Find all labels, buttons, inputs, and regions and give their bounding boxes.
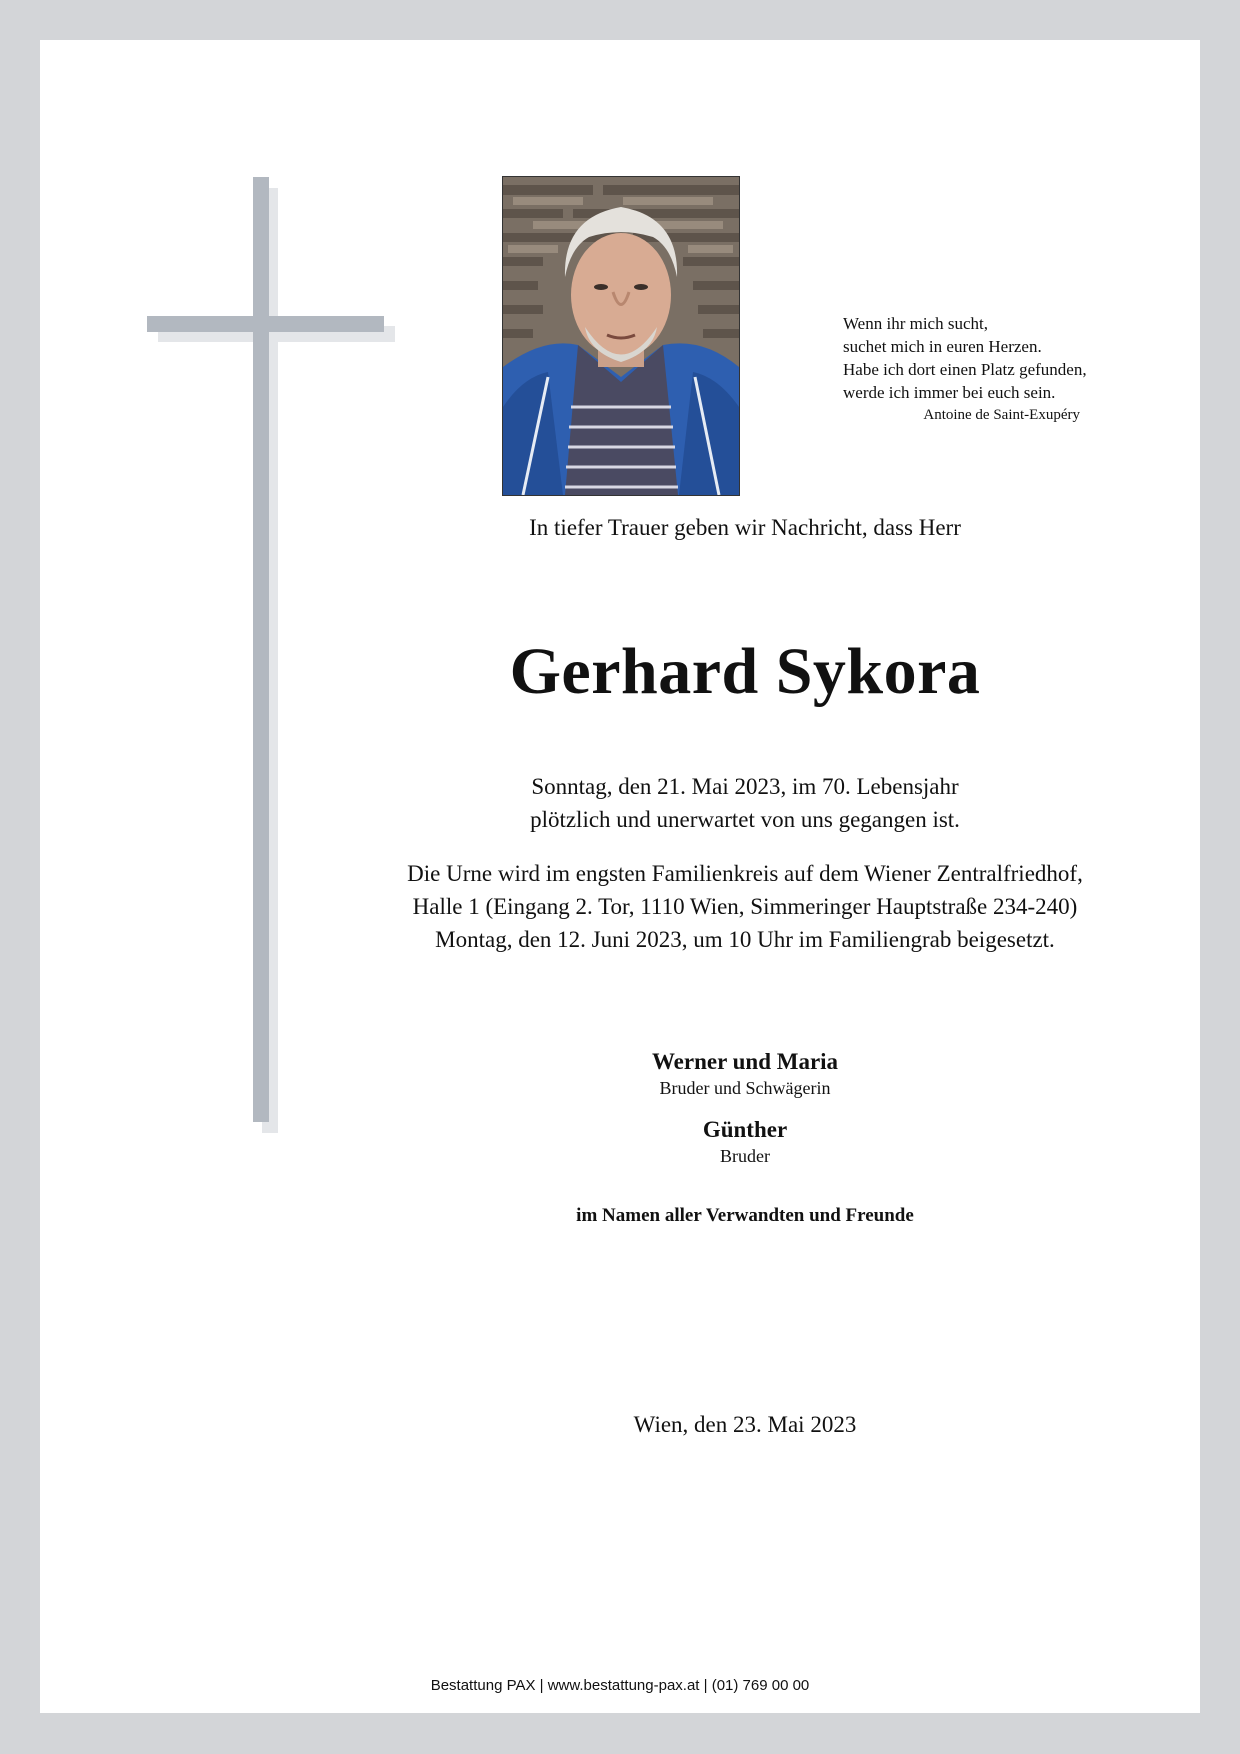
cross-beam	[147, 316, 384, 332]
mourner-group	[280, 1047, 1210, 1099]
quote-author: Antoine de Saint-Exupéry	[923, 407, 1080, 423]
burial-line: Montag, den 12. Juni 2023, um 10 Uhr im Familiengrab beigesetzt.	[435, 927, 1055, 952]
quote-line: suchet mich in euren Herzen.	[843, 337, 1042, 356]
quote-line: Wenn ihr mich sucht,	[843, 314, 988, 333]
intro-text: In tiefer Trauer geben wir Nachricht, dass Herr	[529, 515, 961, 540]
burial-line: Halle 1 (Eingang 2. Tor, 1110 Wien, Simmeringer Hauptstraße 234-240)	[412, 894, 1078, 919]
death-line: plötzlich und unerwartet von uns gegangen ist.	[530, 807, 960, 832]
death-line: Sonntag, den 21. Mai 2023, im 70. Lebensjahr	[531, 774, 959, 799]
quote-line: werde ich immer bei euch sein.	[843, 383, 1056, 402]
closing-text: im Namen aller Verwandten und Freunde	[576, 1205, 914, 1226]
mourner-name: Werner und Maria	[651, 1049, 839, 1074]
place-date: Wien, den 23. Mai 2023	[633, 1412, 857, 1437]
quote	[843, 312, 1123, 427]
deceased-name: Gerhard Sykora	[509, 635, 981, 708]
portrait-photo	[502, 176, 740, 496]
mourner-name: Günther	[702, 1117, 788, 1142]
burial-notice	[280, 857, 1210, 956]
death-notice	[280, 770, 1210, 836]
mourner-relation: Bruder und Schwägerin	[659, 1078, 831, 1098]
footer: Bestattung PAX | www.bestattung-pax.at | (01) 769 00 00	[430, 1677, 810, 1694]
mourner-relation: Bruder	[720, 1146, 770, 1166]
burial-line: Die Urne wird im engsten Familienkreis auf dem Wiener Zentralfriedhof,	[407, 861, 1083, 886]
mourner-group	[280, 1115, 1210, 1167]
quote-line: Habe ich dort einen Platz gefunden,	[843, 360, 1087, 379]
